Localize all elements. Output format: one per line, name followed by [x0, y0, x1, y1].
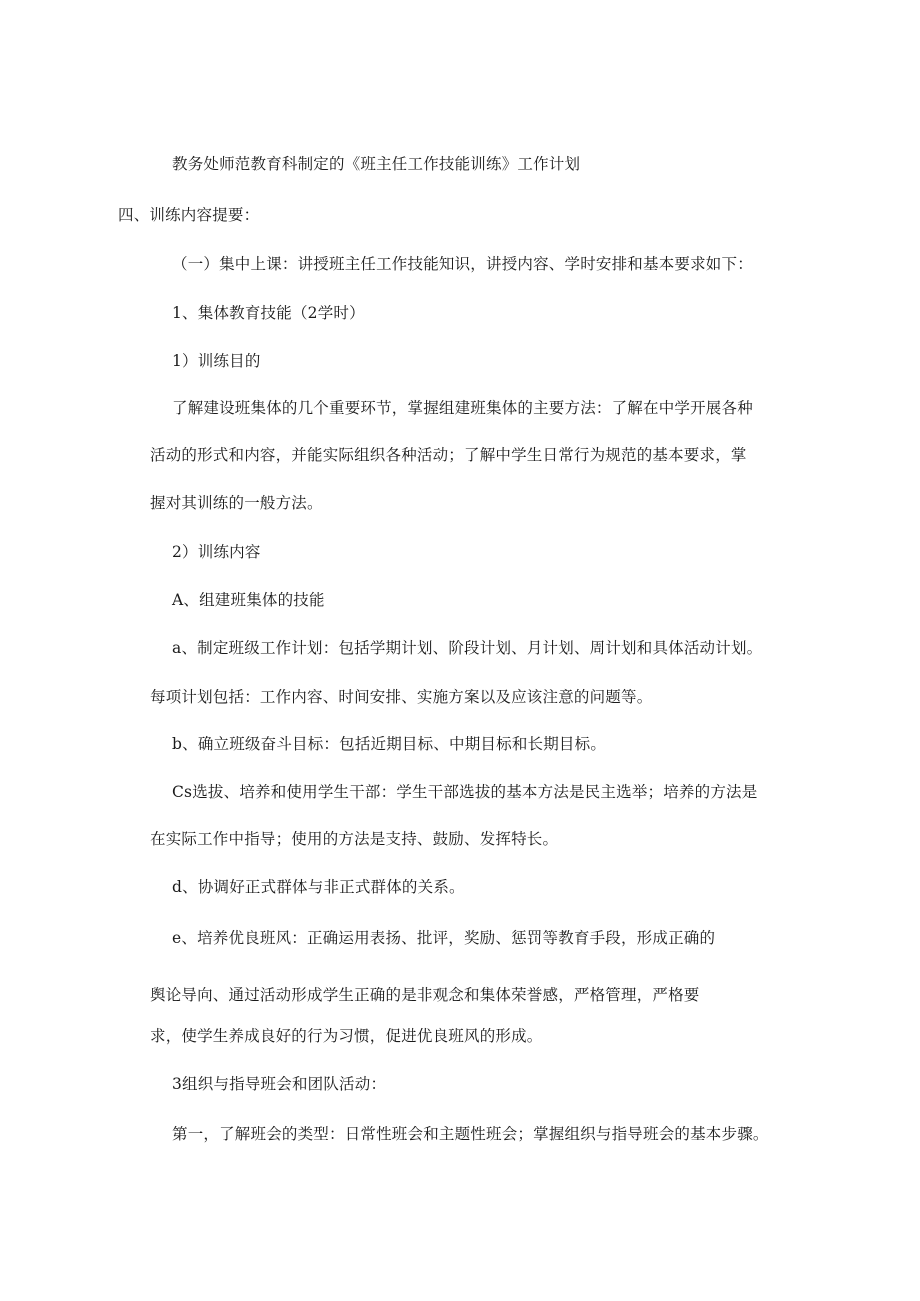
- paragraph-line: e、培养优良班风：正确运用表扬、批评，奖励、惩罚等教育手段，形成正确的: [172, 929, 716, 947]
- paragraph-line: 求，使学生养成良好的行为习惯，促进优良班风的形成。: [150, 1027, 543, 1045]
- paragraph-line: b、确立班级奋斗目标：包括近期目标、中期目标和长期目标。: [172, 735, 607, 753]
- paragraph-line: a、制定班级工作计划：包括学期计划、阶段计划、月计划、周计划和具体活动计划。: [172, 639, 763, 657]
- paragraph-line: 活动的形式和内容，并能实际组织各种活动；了解中学生日常行为规范的基本要求，掌: [150, 446, 747, 464]
- item-heading: 1、集体教育技能（2学时）: [172, 304, 365, 322]
- paragraph-line: d、协调好正式群体与非正式群体的关系。: [172, 878, 465, 896]
- document-heading: 教务处师范教育科制定的《班主任工作技能训练》工作计划: [172, 155, 581, 173]
- section-heading: 四、训练内容提要：: [118, 206, 260, 224]
- item-heading: 3组织与指导班会和团队活动：: [172, 1075, 387, 1093]
- subsection-heading: （一）集中上课：讲授班主任工作技能知识，讲授内容、学时安排和基本要求如下：: [172, 255, 753, 273]
- paragraph-line: 在实际工作中指导；使用的方法是支持、鼓励、发挥特长。: [150, 830, 559, 848]
- paragraph-line: 了解建设班集体的几个重要环节，掌握组建班集体的主要方法：了解在中学开展各种: [172, 399, 753, 417]
- paragraph-line: 第一，了解班会的类型：日常性班会和主题性班会；掌握组织与指导班会的基本步骤。: [172, 1125, 769, 1143]
- paragraph-line: 舆论导向、通过活动形成学生正确的是非观念和集体荣誉感，严格管理，严格要: [150, 986, 700, 1004]
- subitem-heading: A、组建班集体的技能: [172, 591, 325, 609]
- paragraph-line: 每项计划包括：工作内容、时间安排、实施方案以及应该注意的问题等。: [150, 688, 653, 706]
- subitem-heading: 1）训练目的: [172, 352, 261, 370]
- paragraph-line: 握对其训练的一般方法。: [150, 494, 323, 512]
- subitem-heading: 2）训练内容: [172, 543, 261, 561]
- paragraph-line: Cs选拔、培养和使用学生干部：学生干部选拔的基本方法是民主选举；培养的方法是: [172, 783, 758, 801]
